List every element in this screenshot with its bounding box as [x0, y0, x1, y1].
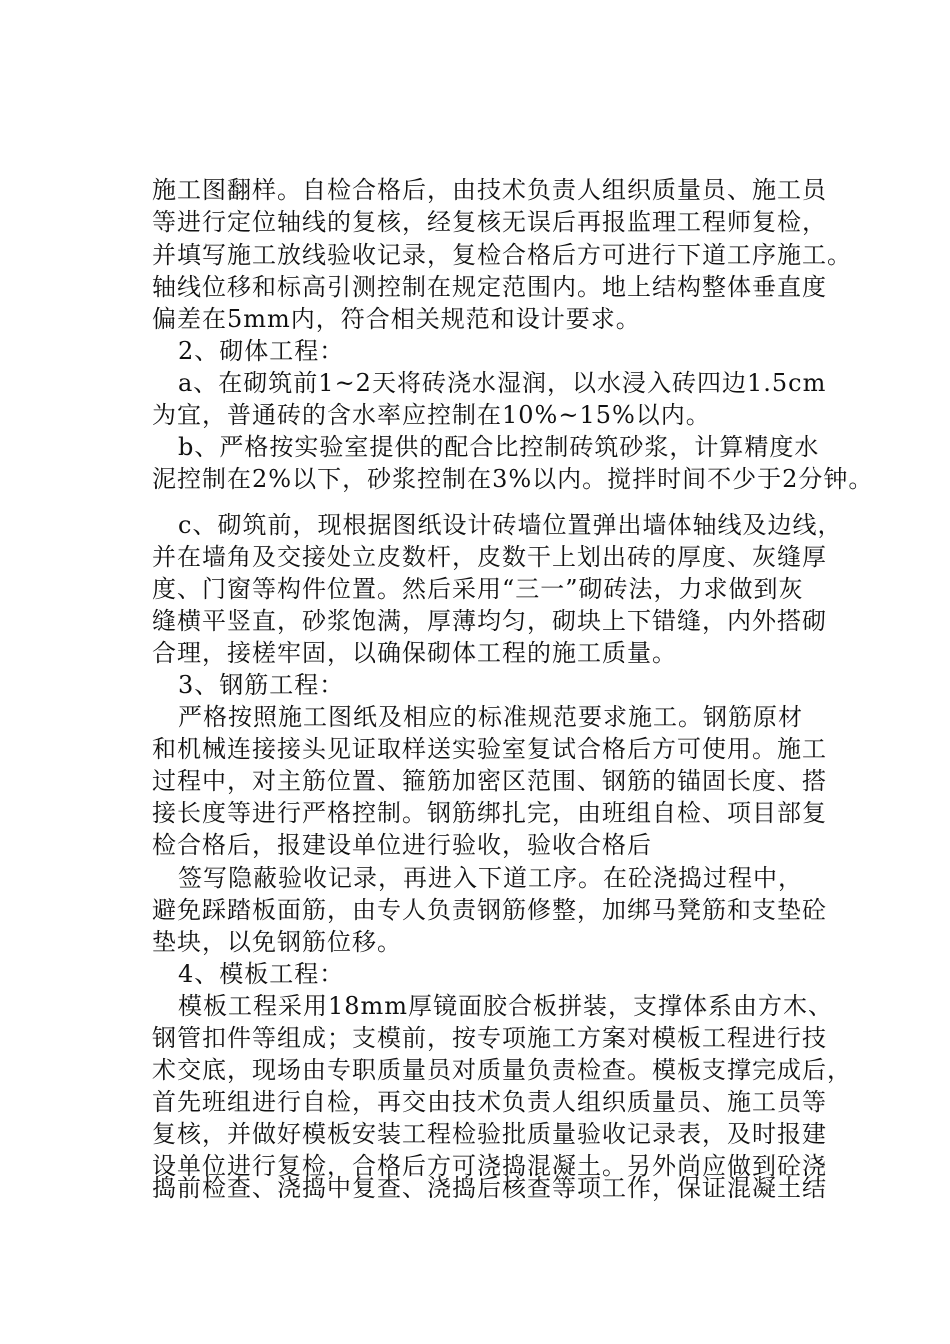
text-line: 首先班组进行自检，再交由技术负责人组织质量员、施工员等: [152, 1088, 827, 1116]
text-line: 捣前检查、浇捣中复查、浇捣后核查等项工作，保证混凝土结: [152, 1174, 827, 1203]
text-line: 3、钢筋工程：: [178, 671, 345, 699]
text-line: 2、砌体工程：: [178, 337, 345, 365]
text-line: 4、模板工程：: [178, 960, 345, 988]
text-line: a、在砌筑前1~2天将砖浇水湿润，以水浸入砖四边1.5cm: [178, 369, 827, 397]
text-line: 接长度等进行严格控制。钢筋绑扎完，由班组自检、项目部复: [152, 799, 827, 827]
text-line: 和机械连接接头见证取样送实验室复试合格后方可使用。施工: [152, 735, 827, 763]
text-line: 泥控制在2%以下，砂浆控制在3%以内。搅拌时间不少于2分钟。: [152, 465, 874, 493]
text-line: c、砌筑前，现根据图纸设计砖墙位置弹出墙体轴线及边线，: [178, 511, 843, 539]
text-line: 并在墙角及交接处立皮数杆，皮数干上划出砖的厚度、灰缝厚: [152, 543, 827, 571]
text-line: 严格按照施工图纸及相应的标准规范要求施工。钢筋原材: [178, 703, 803, 731]
text-line: 检合格后，报建设单位进行验收，验收合格后: [152, 831, 652, 859]
text-line: 钢管扣件等组成；支模前，按专项施工方案对模板工程进行技: [152, 1024, 827, 1052]
text-line: 偏差在5mm内，符合相关规范和设计要求。: [152, 305, 641, 333]
text-line: 设单位进行复检，合格后方可浇捣混凝土。另外尚应做到砼浇: [152, 1152, 827, 1180]
text-line: 签写隐蔽验收记录，再进入下道工序。在砼浇捣过程中，: [178, 864, 803, 892]
text-line: 缝横平竖直，砂浆饱满，厚薄均匀，砌块上下错缝，内外搭砌: [152, 607, 827, 635]
text-line: 为宜，普通砖的含水率应控制在10%~15%以内。: [152, 401, 711, 429]
text-line: 轴线位移和标高引测控制在规定范围内。地上结构整体垂直度: [152, 273, 827, 301]
text-line: 等进行定位轴线的复核，经复核无误后再报监理工程师复检，: [152, 208, 827, 236]
text-line: 垫块，以免钢筋位移。: [152, 928, 402, 956]
text-line: 度、门窗等构件位置。然后采用“三一”砌砖法，力求做到灰: [152, 575, 804, 603]
text-line: 术交底，现场由专职质量员对质量负责检查。模板支撑完成后，: [152, 1056, 852, 1084]
text-line: 过程中，对主筋位置、箍筋加密区范围、钢筋的锚固长度、搭: [152, 767, 827, 795]
text-line: 并填写施工放线验收记录，复检合格后方可进行下道工序施工。: [152, 241, 852, 269]
text-line: 合理，接槎牢固，以确保砌体工程的施工质量。: [152, 639, 677, 667]
text-line: 施工图翻样。自检合格后，由技术负责人组织质量员、施工员: [152, 176, 827, 204]
text-line: b、严格按实验室提供的配合比控制砖筑砂浆，计算精度水: [178, 433, 820, 461]
text-line: 复核，并做好模板安装工程检验批质量验收记录表，及时报建: [152, 1120, 827, 1148]
text-line: 模板工程采用18mm厚镜面胶合板拼装，支撑体系由方木、: [178, 992, 834, 1020]
text-line: 避免踩踏板面筋，由专人负责钢筋修整，加绑马凳筋和支垫砼: [152, 896, 827, 924]
